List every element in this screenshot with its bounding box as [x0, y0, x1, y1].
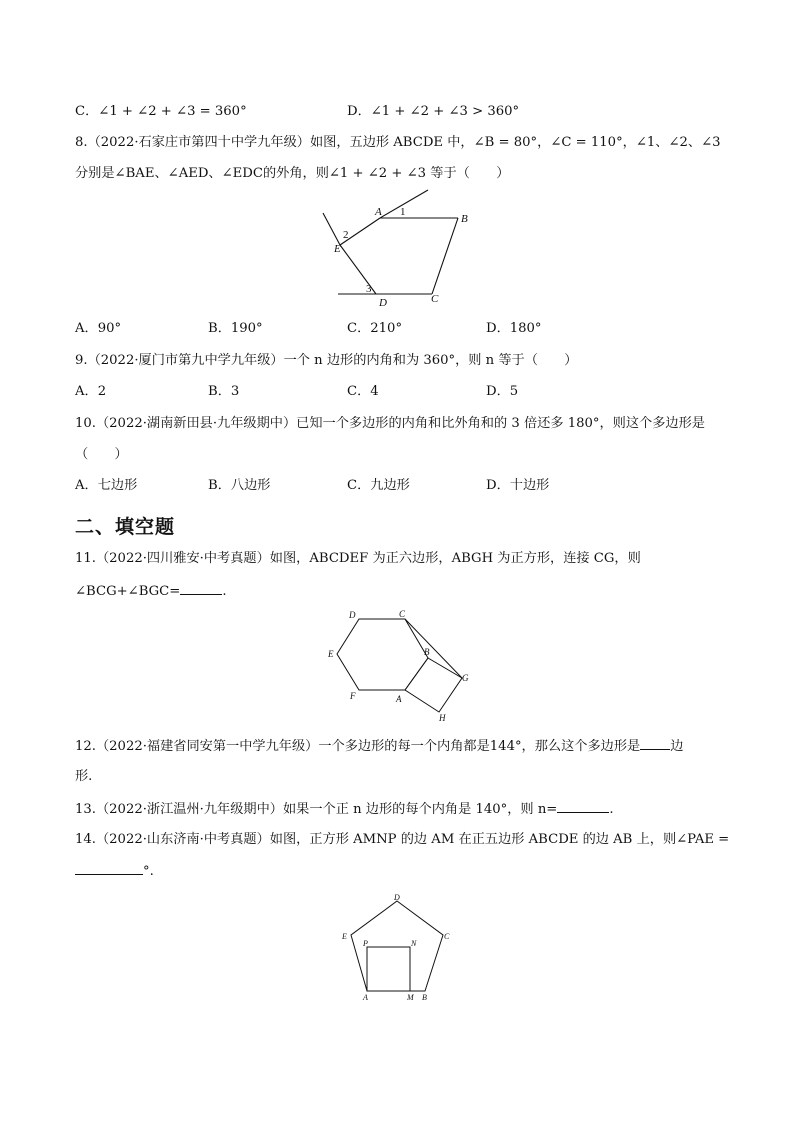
q8-option-c: C．210°	[347, 321, 403, 336]
q8-label-e: E	[334, 243, 341, 255]
q11-stem-line1: 11.（2022·四川雅安·中考真题）如图，ABCDEF 为正六边形，ABGH 为正方形，连接 CG，则	[75, 551, 641, 566]
q8-label-a: A	[375, 206, 382, 218]
q12-stem-line1-text: 12.（2022·福建省同安第一中学九年级）一个多边形的每一个内角都是144°，那么这个多边形是	[75, 739, 641, 754]
q8-stem-line2: 分别是∠BAE、∠AED、∠EDC的外角，则∠1 + ∠2 + ∠3 等于（ ）	[75, 166, 510, 181]
q14-stem-line2	[75, 862, 154, 881]
q10-option-c: C．九边形	[347, 478, 410, 493]
q8-label-angle1: 1	[400, 206, 406, 218]
q8-option-a: A．90°	[75, 321, 122, 336]
q8-label-b: B	[461, 213, 468, 225]
q14-stem-line1: 14.（2022·山东济南·中考真题）如图，正方形 AMNP 的边 AM 在正五边形 ABCDE 的边 AB 上，则∠PAE =	[75, 832, 730, 847]
q8-label-d: D	[379, 297, 387, 309]
q13-stem-text: 13.（2022·浙江温州·九年级期中）如果一个正 n 边形的每个内角是 140°，则 n=	[75, 802, 558, 817]
q11-hexagon-square-figure	[326, 608, 476, 723]
q14-label-b: B	[422, 993, 427, 1002]
q14-stem-line2-end: °.	[143, 864, 154, 879]
q11-answer-blank[interactable]	[180, 582, 222, 595]
q10-option-a: A．七边形	[75, 478, 138, 493]
q14-pentagon-square-figure	[338, 895, 458, 1005]
q7-option-c: C．∠1 + ∠2 + ∠3 = 360°	[75, 104, 247, 119]
q14-label-c: C	[444, 932, 450, 941]
q11-label-b: B	[424, 647, 430, 657]
q13-stem	[75, 800, 614, 819]
q14-label-m: M	[407, 993, 414, 1002]
q8-label-angle2: 2	[343, 229, 349, 241]
q10-option-b: B．八边形	[208, 478, 271, 493]
q11-stem-line2	[75, 582, 227, 601]
q11-label-f: F	[350, 691, 356, 701]
q11-label-a: A	[396, 694, 402, 704]
q10-stem-line1: 10.（2022·湖南新田县·九年级期中）已知一个多边形的内角和比外角和的 3 倍还多 180°，则这个多边形是	[75, 416, 705, 431]
q14-label-p: P	[363, 939, 368, 948]
q14-answer-blank[interactable]	[75, 862, 143, 875]
q11-stem-line2-end: .	[222, 584, 227, 599]
q11-label-c: C	[399, 609, 406, 619]
q8-label-angle3: 3	[366, 283, 372, 295]
q8-option-b: B．190°	[208, 321, 263, 336]
q14-label-d: D	[394, 893, 400, 902]
q7-option-d: D．∠1 + ∠2 + ∠3 > 360°	[347, 104, 520, 119]
q10-option-d: D．十边形	[486, 478, 550, 493]
q12-answer-blank[interactable]	[640, 737, 670, 750]
q11-label-e: E	[328, 649, 334, 659]
q14-label-a: A	[363, 993, 368, 1002]
q14-label-n: N	[411, 939, 417, 948]
q9-option-c: C．4	[347, 384, 379, 399]
q11-label-h: H	[439, 713, 446, 723]
section-heading-fill-in: 二、填空题	[75, 516, 176, 538]
q8-stem-line1: 8.（2022·石家庄市第四十中学九年级）如图，五边形 ABCDE 中，∠B = 80°，∠C = 110°，∠1、∠2、∠3	[75, 135, 721, 150]
q8-label-c: C	[431, 293, 439, 305]
q12-stem-line2: 形.	[75, 769, 93, 784]
q13-answer-blank[interactable]	[557, 800, 609, 813]
q9-option-a: A．2	[75, 384, 107, 399]
q11-stem-line2-text: ∠BCG+∠BGC=	[75, 584, 181, 599]
q14-label-e: E	[342, 932, 347, 941]
q9-option-b: B．3	[208, 384, 240, 399]
q12-stem-line1	[75, 737, 683, 756]
q11-label-d: D	[349, 610, 356, 620]
q8-option-d: D．180°	[486, 321, 542, 336]
q10-stem-line2: （ ）	[75, 447, 128, 462]
q8-pentagon-figure	[318, 188, 488, 313]
q11-label-g: G	[462, 673, 469, 683]
q9-stem: 9.（2022·厦门市第九中学九年级）一个 n 边形的内角和为 360°，则 n 等于（ ）	[75, 353, 578, 368]
q13-stem-end: .	[609, 802, 614, 817]
q12-stem-line1-end: 边	[670, 739, 684, 754]
q9-option-d: D．5	[486, 384, 519, 399]
